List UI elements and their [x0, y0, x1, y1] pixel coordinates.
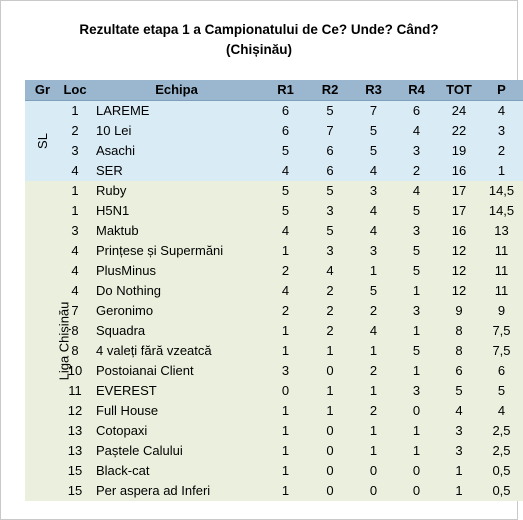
- cell-r2: 2: [308, 281, 352, 301]
- header-loc: Loc: [60, 80, 90, 101]
- cell-loc: 2: [60, 121, 90, 141]
- cell-r4: 1: [395, 441, 438, 461]
- cell-r2: 1: [308, 341, 352, 361]
- cell-p: 2,5: [480, 421, 523, 441]
- cell-loc: 1: [60, 101, 90, 122]
- cell-r4: 4: [395, 121, 438, 141]
- cell-r2: 2: [308, 301, 352, 321]
- cell-p: 1: [480, 161, 523, 181]
- cell-loc: 4: [60, 281, 90, 301]
- cell-r1: 6: [263, 101, 308, 122]
- cell-r3: 2: [352, 401, 395, 421]
- cell-team: 10 Lei: [90, 121, 263, 141]
- header-r3: R3: [352, 80, 395, 101]
- cell-r4: 5: [395, 201, 438, 221]
- cell-team: Squadra: [90, 321, 263, 341]
- table-row: [25, 261, 523, 281]
- cell-r4: 3: [395, 381, 438, 401]
- cell-r3: 1: [352, 441, 395, 461]
- cell-team: Full House: [90, 401, 263, 421]
- cell-r1: 6: [263, 121, 308, 141]
- cell-team: Per aspera ad Inferi: [90, 481, 263, 501]
- table-row: [25, 361, 523, 381]
- cell-loc: 12: [60, 401, 90, 421]
- cell-r3: 1: [352, 421, 395, 441]
- cell-r1: 1: [263, 341, 308, 361]
- cell-r3: 0: [352, 481, 395, 501]
- cell-r2: 1: [308, 381, 352, 401]
- cell-r2: 5: [308, 181, 352, 201]
- cell-r3: 4: [352, 201, 395, 221]
- cell-p: 3: [480, 121, 523, 141]
- cell-loc: 3: [60, 221, 90, 241]
- cell-r4: 3: [395, 141, 438, 161]
- cell-r1: 1: [263, 241, 308, 261]
- cell-r1: 3: [263, 361, 308, 381]
- cell-team: Do Nothing: [90, 281, 263, 301]
- cell-p: 11: [480, 281, 523, 301]
- cell-p: 11: [480, 261, 523, 281]
- header-echipa: Echipa: [90, 80, 263, 101]
- cell-loc: 3: [60, 141, 90, 161]
- cell-tot: 12: [438, 241, 480, 261]
- header-r4: R4: [395, 80, 438, 101]
- cell-tot: 5: [438, 381, 480, 401]
- cell-r2: 2: [308, 321, 352, 341]
- cell-loc: 4: [60, 241, 90, 261]
- table-row: [25, 421, 523, 441]
- table-row: [25, 481, 523, 501]
- cell-r2: 5: [308, 221, 352, 241]
- cell-p: 0,5: [480, 461, 523, 481]
- cell-tot: 12: [438, 281, 480, 301]
- header-gr: Gr: [25, 80, 60, 101]
- cell-r3: 3: [352, 241, 395, 261]
- cell-r3: 5: [352, 141, 395, 161]
- cell-r1: 4: [263, 221, 308, 241]
- cell-p: 14,5: [480, 201, 523, 221]
- cell-r2: 4: [308, 261, 352, 281]
- cell-loc: 8: [60, 321, 90, 341]
- cell-r3: 7: [352, 101, 395, 122]
- cell-r3: 2: [352, 301, 395, 321]
- cell-r1: 1: [263, 441, 308, 461]
- cell-loc: 10: [60, 361, 90, 381]
- table-row: [25, 201, 523, 221]
- cell-r1: 4: [263, 161, 308, 181]
- results-body: [25, 101, 523, 502]
- cell-r2: 0: [308, 361, 352, 381]
- cell-r3: 3: [352, 181, 395, 201]
- cell-r2: 6: [308, 141, 352, 161]
- cell-r1: 5: [263, 201, 308, 221]
- cell-team: Paștele Calului: [90, 441, 263, 461]
- cell-r1: 2: [263, 301, 308, 321]
- cell-r4: 3: [395, 221, 438, 241]
- cell-tot: 17: [438, 181, 480, 201]
- cell-r2: 1: [308, 401, 352, 421]
- table-row: [25, 381, 523, 401]
- cell-tot: 1: [438, 481, 480, 501]
- cell-r3: 0: [352, 461, 395, 481]
- cell-loc: 8: [60, 341, 90, 361]
- table-row: [25, 401, 523, 421]
- cell-p: 14,5: [480, 181, 523, 201]
- cell-r2: 0: [308, 461, 352, 481]
- cell-p: 11: [480, 241, 523, 261]
- header-p: P: [480, 80, 523, 101]
- cell-r4: 0: [395, 481, 438, 501]
- table-row: [25, 141, 523, 161]
- cell-p: 7,5: [480, 321, 523, 341]
- cell-r4: 1: [395, 421, 438, 441]
- table-row: [25, 341, 523, 361]
- cell-r4: 6: [395, 101, 438, 122]
- cell-p: 6: [480, 361, 523, 381]
- cell-r4: 0: [395, 461, 438, 481]
- cell-r1: 4: [263, 281, 308, 301]
- page-subtitle: (Chișinău): [226, 42, 292, 57]
- cell-r2: 5: [308, 101, 352, 122]
- cell-loc: 15: [60, 481, 90, 501]
- group-label-cell: [25, 181, 72, 501]
- cell-r1: 1: [263, 401, 308, 421]
- cell-team: 4 valeți fără vzeatcă: [90, 341, 263, 361]
- cell-r1: 0: [263, 381, 308, 401]
- cell-r1: 1: [263, 421, 308, 441]
- cell-r3: 4: [352, 321, 395, 341]
- cell-r2: 3: [308, 241, 352, 261]
- cell-loc: 1: [60, 201, 90, 221]
- cell-team: H5N1: [90, 201, 263, 221]
- cell-r3: 5: [352, 281, 395, 301]
- cell-p: 4: [480, 401, 523, 421]
- cell-p: 2: [480, 141, 523, 161]
- cell-r3: 5: [352, 121, 395, 141]
- cell-r2: 6: [308, 161, 352, 181]
- cell-team: EVEREST: [90, 381, 263, 401]
- cell-r2: 7: [308, 121, 352, 141]
- page-title: Rezultate etapa 1 a Campionatului de Ce? Unde? Când?: [79, 22, 439, 37]
- cell-team: Geronimo: [90, 301, 263, 321]
- cell-loc: 11: [60, 381, 90, 401]
- cell-r2: 0: [308, 421, 352, 441]
- results-table: [25, 80, 523, 501]
- table-row: [25, 441, 523, 461]
- cell-r3: 1: [352, 381, 395, 401]
- cell-r3: 4: [352, 161, 395, 181]
- table-row: [25, 301, 523, 321]
- table-row: [25, 461, 523, 481]
- cell-r2: 0: [308, 481, 352, 501]
- cell-r1: 1: [263, 461, 308, 481]
- table-row: [25, 281, 523, 301]
- table-row: [25, 221, 523, 241]
- cell-tot: 8: [438, 321, 480, 341]
- cell-p: 13: [480, 221, 523, 241]
- cell-p: 0,5: [480, 481, 523, 501]
- cell-p: 4: [480, 101, 523, 122]
- header-row: [25, 80, 523, 101]
- table-row: [25, 121, 523, 141]
- cell-r3: 1: [352, 261, 395, 281]
- cell-tot: 4: [438, 401, 480, 421]
- cell-team: Prințese și Supermăni: [90, 241, 263, 261]
- cell-tot: 22: [438, 121, 480, 141]
- cell-team: PlusMinus: [90, 261, 263, 281]
- group-label: SL: [34, 133, 50, 149]
- cell-r4: 1: [395, 281, 438, 301]
- cell-r4: 3: [395, 301, 438, 321]
- cell-r4: 4: [395, 181, 438, 201]
- cell-loc: 4: [60, 261, 90, 281]
- table-row: [25, 321, 523, 341]
- cell-p: 9: [480, 301, 523, 321]
- cell-p: 2,5: [480, 441, 523, 461]
- table-row: [25, 241, 523, 261]
- cell-tot: 3: [438, 421, 480, 441]
- cell-team: Cotopaxi: [90, 421, 263, 441]
- header-tot: TOT: [438, 80, 480, 101]
- cell-tot: 3: [438, 441, 480, 461]
- cell-loc: 4: [60, 161, 90, 181]
- cell-r4: 0: [395, 401, 438, 421]
- cell-r4: 2: [395, 161, 438, 181]
- cell-r1: 1: [263, 321, 308, 341]
- cell-p: 7,5: [480, 341, 523, 361]
- cell-r4: 1: [395, 361, 438, 381]
- cell-p: 5: [480, 381, 523, 401]
- cell-r1: 1: [263, 481, 308, 501]
- cell-team: Black-cat: [90, 461, 263, 481]
- group-label: Liga Chișinău: [56, 301, 72, 381]
- cell-team: SER: [90, 161, 263, 181]
- cell-r2: 0: [308, 441, 352, 461]
- cell-tot: 17: [438, 201, 480, 221]
- header-r2: R2: [308, 80, 352, 101]
- cell-tot: 12: [438, 261, 480, 281]
- cell-loc: 7: [60, 301, 90, 321]
- cell-r4: 5: [395, 341, 438, 361]
- cell-tot: 19: [438, 141, 480, 161]
- cell-tot: 16: [438, 161, 480, 181]
- cell-r4: 1: [395, 321, 438, 341]
- cell-team: Ruby: [90, 181, 263, 201]
- cell-tot: 16: [438, 221, 480, 241]
- cell-tot: 1: [438, 461, 480, 481]
- header-r1: R1: [263, 80, 308, 101]
- cell-loc: 13: [60, 441, 90, 461]
- cell-r1: 5: [263, 181, 308, 201]
- cell-tot: 24: [438, 101, 480, 122]
- table-row: [25, 161, 523, 181]
- group-label-cell: [25, 101, 60, 182]
- cell-r1: 5: [263, 141, 308, 161]
- cell-tot: 9: [438, 301, 480, 321]
- cell-team: LAREME: [90, 101, 263, 122]
- cell-r3: 4: [352, 221, 395, 241]
- cell-r1: 2: [263, 261, 308, 281]
- cell-loc: 13: [60, 421, 90, 441]
- cell-r3: 1: [352, 341, 395, 361]
- cell-loc: 15: [60, 461, 90, 481]
- cell-r4: 5: [395, 261, 438, 281]
- cell-r4: 5: [395, 241, 438, 261]
- cell-loc: 1: [60, 181, 90, 201]
- cell-r2: 3: [308, 201, 352, 221]
- cell-team: Postoianai Client: [90, 361, 263, 381]
- cell-tot: 8: [438, 341, 480, 361]
- table-row: [25, 101, 523, 122]
- cell-tot: 6: [438, 361, 480, 381]
- cell-team: Maktub: [90, 221, 263, 241]
- cell-team: Asachi: [90, 141, 263, 161]
- cell-r3: 2: [352, 361, 395, 381]
- table-row: [25, 181, 523, 201]
